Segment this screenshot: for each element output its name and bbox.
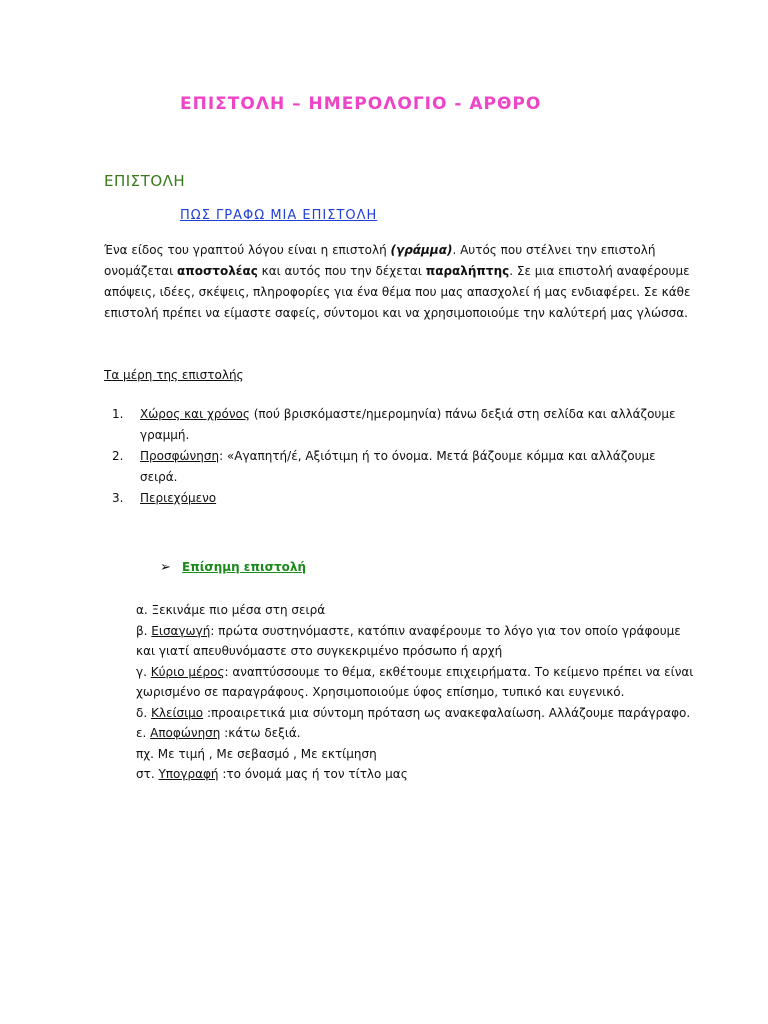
- step-prefix: στ.: [136, 767, 159, 781]
- arrow-bullet-icon: ➢: [160, 560, 171, 575]
- step-text: : αναπτύσσουμε το θέμα, εκθέτουμε επιχειρήματα. Το κείμενο πρέπει να είναι χωρισμένο σε παραγράφους. Χρησιμοποιούμε ύφος επίσημο, τυπικό και ευγενικό.: [136, 664, 694, 699]
- list-description: : «Αγαπητή/έ, Αξιότιμη ή το όνομα. Μετά βάζουμε κόμμα και αλλάζουμε σειρά.: [140, 449, 656, 484]
- list-item: [112, 488, 682, 509]
- intro-text-4: αποστολέας: [176, 264, 258, 278]
- step-label: Υπογραφή: [158, 767, 219, 781]
- intro-text-3: . Αυτός που στέλνει την επιστολή ονομάζεται: [104, 243, 656, 278]
- list-number: 1.: [112, 407, 124, 421]
- step-text: :το όνομά μας ή τον τίτλο μας: [218, 767, 408, 781]
- parts-list: [112, 404, 682, 509]
- step-prefix: ε.: [136, 726, 151, 740]
- formal-step-d: [136, 703, 696, 724]
- list-item: [112, 446, 682, 488]
- intro-text-1: Ένα είδος του γραπτού λόγου είναι η επιστολή: [104, 243, 391, 257]
- formal-step-e: [136, 723, 696, 744]
- document-title: ΕΠΙΣΤΟΛΗ – ΗΜΕΡΟΛΟΓΙΟ - ΑΡΘΡΟ: [180, 94, 542, 114]
- intro-text-5: και αυτός που την δέχεται: [257, 264, 426, 278]
- intro-text-7: . Σε μια επιστολή αναφέρουμε απόψεις, ιδέες, σκέψεις, πληροφορίες για ένα θέμα που μας απασχολεί ή μας ενδιαφέρει. Σε κάθε επιστολή πρέπει να είμαστε σαφείς, σύντομοι και να χρησιμοποιούμε την καλύτερή μας γλώσσα.: [104, 264, 691, 320]
- list-item: [112, 404, 682, 446]
- section-heading: ΕΠΙΣΤΟΛΗ: [104, 172, 186, 190]
- step-label: Κλείσιμο: [150, 705, 204, 720]
- list-number: 2.: [112, 449, 124, 463]
- list-description: (πού βρισκόμαστε/ημερομηνία) πάνω δεξιά στη σελίδα και αλλάζουμε γραμμή.: [140, 407, 676, 442]
- step-text: : πρώτα συστηνόμαστε, κατόπιν αναφέρουμε το λόγο για τον οποίο γράφουμε και γιατί απευθυνόμαστε στο συγκεκριμένο πρόσωπο ή αρχή: [136, 623, 681, 658]
- formal-step-a: α. Ξεκινάμε πιο μέσα στη σειρά: [136, 603, 326, 617]
- formal-step-c: [136, 662, 696, 703]
- list-label: Περιεχόμενο: [140, 491, 217, 505]
- list-number: 3.: [112, 491, 124, 505]
- formal-letter-steps: [136, 600, 696, 785]
- formal-step-f: [136, 764, 696, 785]
- list-text: [140, 488, 216, 509]
- list-label: Χώρος και χρόνος: [140, 407, 250, 421]
- formal-example: πχ. Με τιμή , Με σεβασμό , Με εκτίμηση: [136, 746, 377, 761]
- step-label: Κύριο μέρος: [150, 664, 225, 679]
- subtitle: ΠΩΣ ΓΡΑΦΩ ΜΙΑ ΕΠΙΣΤΟΛΗ: [180, 208, 378, 223]
- step-prefix: δ.: [136, 705, 151, 720]
- step-text: :προαιρετικά μια σύντομη πρόταση ως ανακεφαλαίωση. Αλλάζουμε παράγραφο.: [203, 705, 691, 720]
- formal-letter-heading: Επίσημη επιστολή: [182, 560, 307, 574]
- list-text: [140, 404, 682, 446]
- parts-heading: Τα μέρη της επιστολής: [104, 368, 244, 382]
- step-prefix: γ.: [136, 664, 151, 679]
- list-label: Προσφώνηση: [140, 449, 220, 463]
- step-label: Εισαγωγή: [151, 623, 211, 638]
- step-text: :κάτω δεξιά.: [220, 726, 301, 740]
- step-prefix: β.: [136, 623, 152, 638]
- intro-text-2: (γράμμα): [390, 243, 453, 257]
- intro-text-6: παραλήπτης: [425, 264, 510, 278]
- step-label: Αποφώνηση: [150, 726, 221, 740]
- list-text: [140, 446, 682, 488]
- intro-paragraph: [104, 240, 694, 324]
- formal-step-b: [136, 621, 696, 662]
